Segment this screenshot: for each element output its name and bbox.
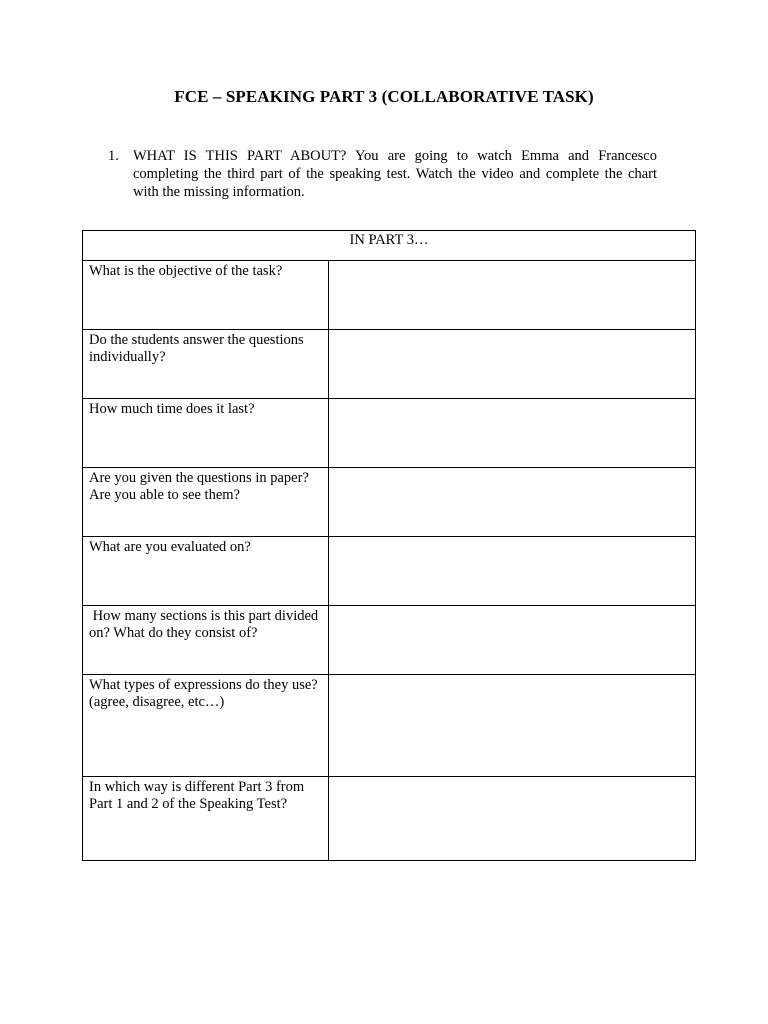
table-row	[83, 330, 696, 399]
instruction-text: WHAT IS THIS PART ABOUT? You are going to watch Emma and Francesco completing the third part of the speaking test. Watch the video and complete the chart with the missing information.	[133, 148, 657, 200]
table-row	[83, 261, 696, 330]
question-text: What is the objective of the task?	[89, 263, 283, 279]
question-cell	[83, 675, 329, 777]
chart-header-row	[83, 231, 696, 261]
table-row	[83, 468, 696, 537]
answer-chart	[82, 230, 696, 861]
chart-header: IN PART 3…	[83, 231, 696, 261]
question-text: How much time does it last?	[89, 401, 255, 417]
answer-cell[interactable]	[329, 606, 696, 675]
question-cell	[83, 330, 329, 399]
table-row	[83, 537, 696, 606]
answer-cell[interactable]	[329, 537, 696, 606]
answer-cell[interactable]	[329, 261, 696, 330]
answer-cell[interactable]	[329, 399, 696, 468]
answer-cell[interactable]	[329, 330, 696, 399]
question-text: What types of expressions do they use? (agree, disagree, etc…)	[89, 677, 318, 710]
answer-cell[interactable]	[329, 468, 696, 537]
question-text: Do the students answer the questions individually?	[89, 332, 304, 365]
document-title: FCE – SPEAKING PART 3 (COLLABORATIVE TASK)	[174, 87, 594, 106]
table-row	[83, 606, 696, 675]
question-cell	[83, 777, 329, 861]
table-row	[83, 777, 696, 861]
table-row	[83, 675, 696, 777]
table-row	[83, 399, 696, 468]
question-text: Are you given the questions in paper? Are you able to see them?	[89, 470, 309, 503]
instruction-number: 1.	[108, 148, 119, 164]
question-cell	[83, 399, 329, 468]
question-cell	[83, 537, 329, 606]
answer-cell[interactable]	[329, 777, 696, 861]
question-text: What are you evaluated on?	[89, 539, 251, 555]
question-text: In which way is different Part 3 from Part 1 and 2 of the Speaking Test?	[89, 779, 305, 812]
question-cell	[83, 261, 329, 330]
question-text: How many sections is this part divided on? What do they consist of?	[89, 608, 319, 641]
question-cell	[83, 468, 329, 537]
answer-cell[interactable]	[329, 675, 696, 777]
instruction-item	[108, 147, 657, 201]
question-cell	[83, 606, 329, 675]
